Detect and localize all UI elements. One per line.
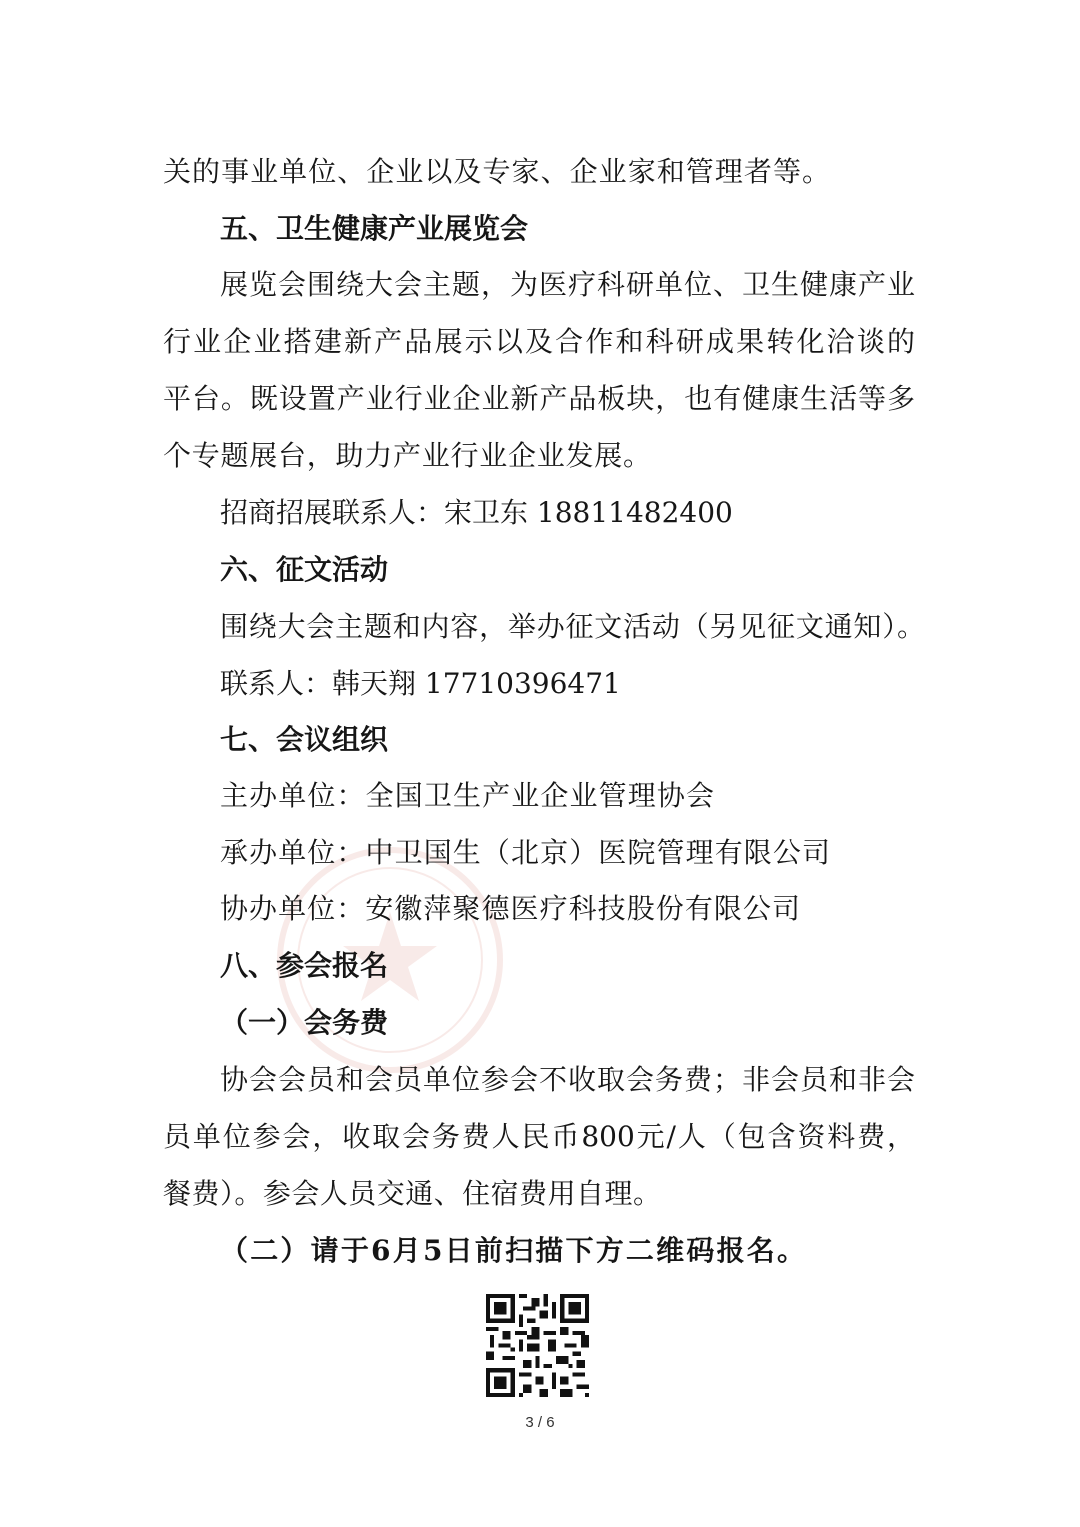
organizer-text: 协办单位：安徽萍聚德医疗科技股份有限公司 — [220, 892, 800, 925]
organizer-line — [0, 776, 1080, 816]
section-heading-6 — [0, 550, 1080, 590]
heading-text: 七、会议组织 — [220, 723, 389, 756]
text-line: 关的事业单位、企业以及专家、企业家和管理者等。 — [163, 155, 830, 188]
contact-line — [0, 664, 1080, 704]
organizer-text: 承办单位：中卫国生（北京）医院管理有限公司 — [220, 836, 830, 869]
text-line: 餐费）。参会人员交通、住宿费用自理。 — [163, 1177, 661, 1210]
sub-heading-register — [0, 1231, 1080, 1271]
paragraph-continuation — [0, 152, 1080, 192]
text-line: 员单位参会，收取会务费人民币800元/人（包含资料费， — [163, 1120, 915, 1153]
paragraph-line — [0, 379, 1080, 419]
page-number: 3 / 6 — [525, 1414, 555, 1431]
organizer-line — [0, 889, 1080, 929]
organizer-text: 主办单位：全国卫生产业企业管理协会 — [220, 779, 714, 812]
qr-code-icon[interactable] — [486, 1294, 589, 1397]
organizer-line — [0, 833, 1080, 873]
heading-text: （一）会务费 — [220, 1006, 389, 1039]
text-line: 围绕大会主题和内容，举办征文活动（另见征文通知）。 — [220, 610, 925, 643]
text-line: 平台。既设置产业行业企业新产品板块，也有健康生活等多 — [163, 382, 915, 415]
contact-line — [0, 493, 1080, 533]
heading-text: 六、征文活动 — [220, 553, 389, 586]
heading-text: （二）请于6月5日前扫描下方二维码报名。 — [220, 1234, 805, 1267]
paragraph-line — [0, 322, 1080, 362]
section-heading-5 — [0, 209, 1080, 249]
heading-text: 八、参会报名 — [220, 949, 389, 982]
text-line: 个专题展台，助力产业行业企业发展。 — [163, 439, 651, 472]
section-heading-8 — [0, 946, 1080, 986]
sub-heading-fee — [0, 1003, 1080, 1043]
paragraph-line — [0, 265, 1080, 305]
paragraph-line — [0, 607, 1080, 647]
section-heading-7 — [0, 720, 1080, 760]
contact-text: 招商招展联系人：宋卫东 18811482400 — [220, 496, 733, 529]
paragraph-line — [0, 436, 1080, 476]
heading-text: 五、卫生健康产业展览会 — [220, 212, 529, 245]
text-line: 行业企业搭建新产品展示以及合作和科研成果转化洽谈的 — [163, 325, 915, 358]
contact-text: 联系人：韩天翔 17710396471 — [220, 667, 621, 700]
paragraph-line — [0, 1117, 1080, 1157]
text-line: 协会会员和会员单位参会不收取会务费；非会员和非会 — [220, 1063, 915, 1096]
paragraph-line — [0, 1060, 1080, 1100]
text-line: 展览会围绕大会主题，为医疗科研单位、卫生健康产业 — [220, 268, 915, 301]
paragraph-line — [0, 1174, 1080, 1214]
